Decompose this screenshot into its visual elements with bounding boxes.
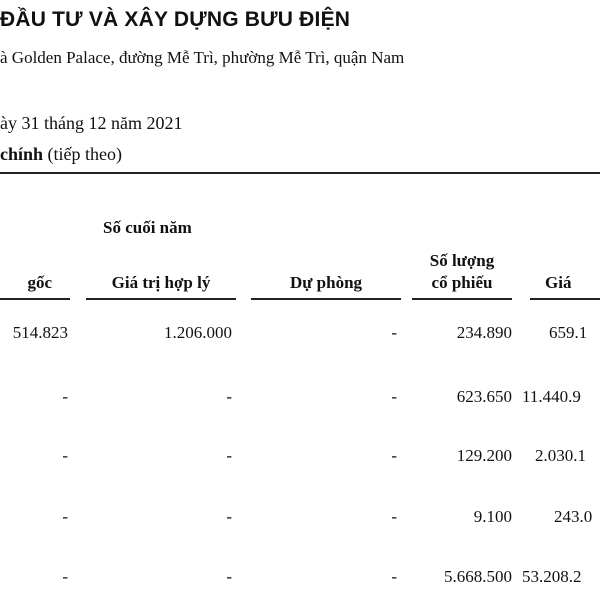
table-cell: 11.440.9 [522, 387, 581, 406]
company-address: à Golden Palace, đường Mễ Trì, phường Mễ Trì, quận Nam [0, 48, 405, 67]
section-title-rest: (tiếp theo) [43, 144, 123, 164]
section-title [0, 144, 122, 165]
table-cell: 514.823 [12, 323, 68, 342]
group-title: Số cuối năm [103, 218, 192, 237]
column-underline [530, 298, 600, 300]
table-cell: - [391, 507, 397, 526]
report-date: ày 31 tháng 12 năm 2021 [0, 113, 183, 133]
table-cell: 623.650 [456, 387, 512, 406]
column-underline [251, 298, 401, 300]
table-cell: 9.100 [473, 507, 512, 526]
table-cell: - [391, 446, 397, 465]
table-cell: 234.890 [456, 323, 512, 342]
column-underline [412, 298, 512, 300]
table-cell: - [391, 387, 397, 406]
table-cell: - [62, 387, 68, 406]
header-rule [0, 172, 600, 174]
column-underline [0, 298, 70, 300]
company-name: ĐẦU TƯ VÀ XÂY DỰNG BƯU ĐIỆN [0, 8, 351, 31]
column-header-shares-line2: cổ phiếu [431, 273, 493, 292]
column-header-provision: Dự phòng [289, 273, 363, 292]
table-cell: 1.206.000 [164, 323, 232, 342]
section-title-bold: chính [0, 144, 44, 164]
table-cell: 243.0 [554, 507, 593, 526]
table-cell: 2.030.1 [535, 446, 586, 465]
table-cell: - [391, 323, 397, 342]
table-cell: - [226, 387, 232, 406]
table-cell: 659.1 [549, 323, 588, 342]
table-cell: - [391, 567, 397, 586]
table-cell: - [62, 567, 68, 586]
column-header-shares [412, 250, 512, 294]
table-cell: 53.208.2 [522, 567, 582, 586]
table-cell: 5.668.500 [444, 567, 512, 586]
table-cell: 129.200 [456, 446, 512, 465]
table-cell: - [62, 446, 68, 465]
column-header-fair-value: Giá trị hợp lý [111, 273, 211, 292]
table-cell: - [62, 507, 68, 526]
column-header-cost: gốc [27, 273, 52, 292]
column-header-shares-line1: Số lượng [429, 251, 495, 270]
table-cell: - [226, 446, 232, 465]
table-cell: - [226, 567, 232, 586]
column-underline [86, 298, 236, 300]
table-cell: - [226, 507, 232, 526]
column-header-value: Giá [545, 273, 572, 292]
